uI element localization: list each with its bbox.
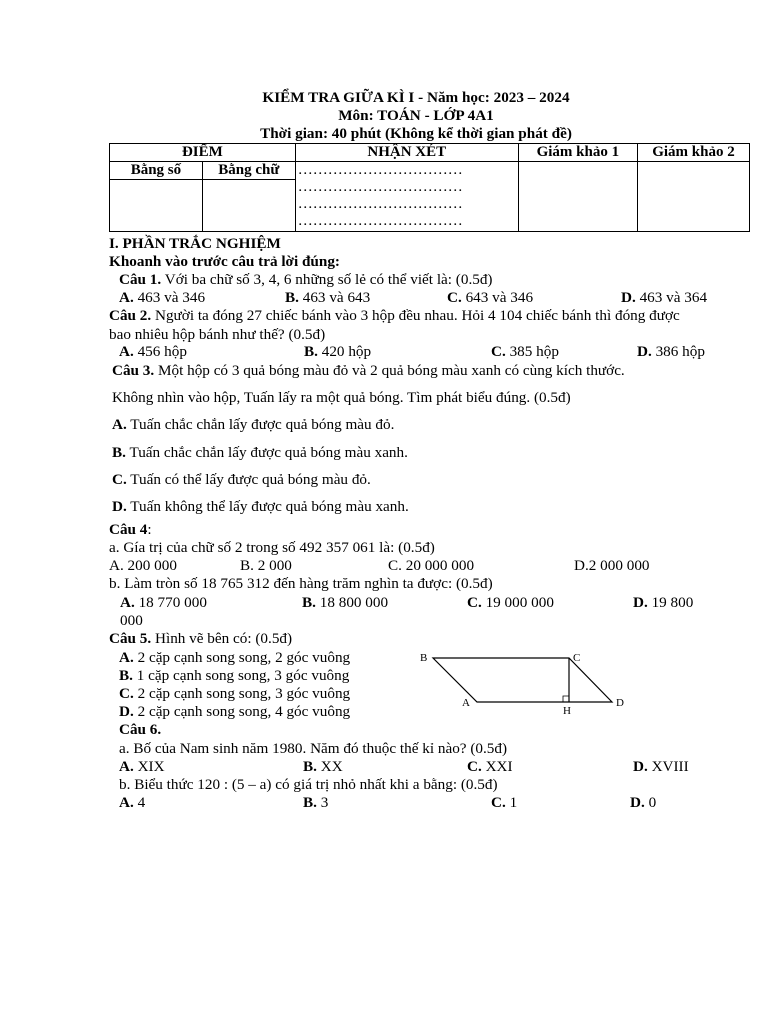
dots-line: …………………………… — [297, 196, 463, 212]
q1-option-a[interactable]: A. 463 và 346 — [119, 289, 206, 306]
trapezoid-figure — [414, 650, 634, 720]
score-table — [109, 143, 750, 232]
q1-text: Với ba chữ số 3, 4, 6 những số lẻ có thể viết là: (0.5đ) — [161, 271, 493, 288]
q3-option-a[interactable]: A. Tuấn chắc chắn lấy được quả bóng màu đỏ. — [112, 416, 395, 433]
section-instruction: Khoanh vào trước câu trả lời đúng: — [109, 253, 340, 270]
q4b-text: b. Làm tròn số 18 765 312 đến hàng trăm nghìn ta được: (0.5đ) — [109, 575, 493, 592]
subject-line: Môn: TOÁN - LỚP 4A1 — [338, 107, 494, 124]
q5-option-b[interactable]: B. 1 cặp cạnh song song, 3 góc vuông — [119, 667, 350, 684]
nhan-xet-header: NHẬN XÉT — [295, 144, 518, 162]
question-3-cont: Không nhìn vào hộp, Tuấn lấy ra một quả bóng. Tìm phát biểu đúng. (0.5đ) — [112, 389, 571, 406]
q1-option-c[interactable]: C. 643 và 346 — [447, 289, 534, 306]
q4a-option-c[interactable]: C. 20 000 000 — [388, 557, 475, 574]
question-6: Câu 6. — [119, 721, 162, 738]
time-line: Thời gian: 40 phút (Không kể thời gian phát đề) — [260, 125, 572, 142]
q6b-option-c[interactable]: C. 1 — [491, 794, 518, 811]
q3-option-c[interactable]: C. Tuấn có thể lấy được quả bóng màu đỏ. — [112, 471, 371, 488]
q2-option-b[interactable]: B. 420 hộp — [304, 343, 372, 360]
q2-option-d[interactable]: D. 386 hộp — [637, 343, 705, 360]
q4b-option-c[interactable]: C. 19 000 000 — [467, 594, 554, 611]
section-title: I. PHẦN TRẮC NGHIỆM — [109, 235, 281, 252]
vertex-label-c: C — [573, 652, 581, 664]
q4a-text: a. Gía trị của chữ số 2 trong số 492 357 061 là: (0.5đ) — [109, 539, 435, 556]
q4b-option-b[interactable]: B. 18 800 000 — [302, 594, 389, 611]
q4a-option-b[interactable]: B. 2 000 — [240, 557, 292, 574]
q6a-option-c[interactable]: C. XXI — [467, 758, 513, 775]
q5-option-d[interactable]: D. 2 cặp cạnh song song, 4 góc vuông — [119, 703, 351, 720]
question-1 — [119, 271, 493, 289]
giam-khao-2-header: Giám khảo 2 — [637, 144, 749, 162]
q1-option-b[interactable]: B. 463 và 643 — [285, 289, 371, 306]
dots-line: …………………………… — [297, 179, 463, 195]
bang-so-header: Bằng số — [110, 162, 203, 180]
q3-option-b[interactable]: B. Tuấn chắc chắn lấy được quả bóng màu xanh. — [112, 444, 408, 461]
q6a-option-d[interactable]: D. XVIII — [633, 758, 689, 775]
q4a-option-a[interactable]: A. 200 000 — [109, 557, 177, 574]
question-5: Câu 5. Hình vẽ bên có: (0.5đ) — [109, 630, 293, 647]
q4b-option-d-wrap: 000 — [120, 612, 143, 629]
q2-option-a[interactable]: A. 456 hộp — [119, 343, 187, 360]
q1-label: Câu 1. — [119, 271, 162, 288]
right-angle-mark — [563, 696, 569, 702]
q6a-text: a. Bố của Nam sinh năm 1980. Năm đó thuộc thế kỉ nào? (0.5đ) — [119, 740, 508, 757]
exam-title: KIỂM TRA GIỮA KÌ I - Năm học: 2023 – 2024 — [262, 89, 570, 106]
diem-header: ĐIỂM — [110, 144, 296, 162]
q2-option-c[interactable]: C. 385 hộp — [491, 343, 559, 360]
question-2-cont: bao nhiêu hộp bánh như thế? (0.5đ) — [109, 326, 326, 343]
question-4: Câu 4: — [109, 521, 152, 538]
q6b-option-d[interactable]: D. 0 — [630, 794, 657, 811]
q4a-option-d[interactable]: D.2 000 000 — [574, 557, 650, 574]
dots-line: …………………………… — [297, 213, 463, 229]
dots-line: …………………………… — [297, 162, 463, 178]
q6b-option-a[interactable]: A. 4 — [119, 794, 146, 811]
giam-khao-1-header: Giám khảo 1 — [518, 144, 637, 162]
nhan-xet-cell[interactable] — [295, 162, 518, 232]
q4b-option-d[interactable]: D. 19 800 — [633, 594, 694, 611]
q6a-option-b[interactable]: B. XX — [303, 758, 343, 775]
vertex-label-d: D — [616, 697, 624, 709]
q1-option-d[interactable]: D. 463 và 364 — [621, 289, 708, 306]
question-3: Câu 3. Một hộp có 3 quả bóng màu đỏ và 2 quả bóng màu xanh có cùng kích thước. — [112, 362, 625, 379]
q3-option-d[interactable]: D. Tuấn không thể lấy được quả bóng màu xanh. — [112, 498, 409, 515]
q6b-option-b[interactable]: B. 3 — [303, 794, 329, 811]
question-2: Câu 2. Người ta đóng 27 chiếc bánh vào 3 hộp đều nhau. Hỏi 4 104 chiếc bánh thì đóng được — [109, 307, 680, 324]
q5-option-a[interactable]: A. 2 cặp cạnh song song, 2 góc vuông — [119, 649, 351, 666]
bang-chu-header: Bằng chữ — [202, 162, 295, 180]
bang-so-cell[interactable] — [110, 180, 203, 232]
vertex-label-a: A — [462, 697, 470, 709]
vertex-label-h: H — [563, 705, 571, 717]
q6b-text: b. Biểu thức 120 : (5 – a) có giá trị nhỏ nhất khi a bằng: (0.5đ) — [119, 776, 498, 793]
bang-chu-cell[interactable] — [202, 180, 295, 232]
giam-khao-2-cell[interactable] — [637, 162, 749, 232]
q6a-option-a[interactable]: A. XIX — [119, 758, 165, 775]
vertex-label-b: B — [420, 652, 428, 664]
q5-option-c[interactable]: C. 2 cặp cạnh song song, 3 góc vuông — [119, 685, 351, 702]
giam-khao-1-cell[interactable] — [518, 162, 637, 232]
q4b-option-a[interactable]: A. 18 770 000 — [120, 594, 207, 611]
trapezoid-shape — [433, 658, 612, 702]
